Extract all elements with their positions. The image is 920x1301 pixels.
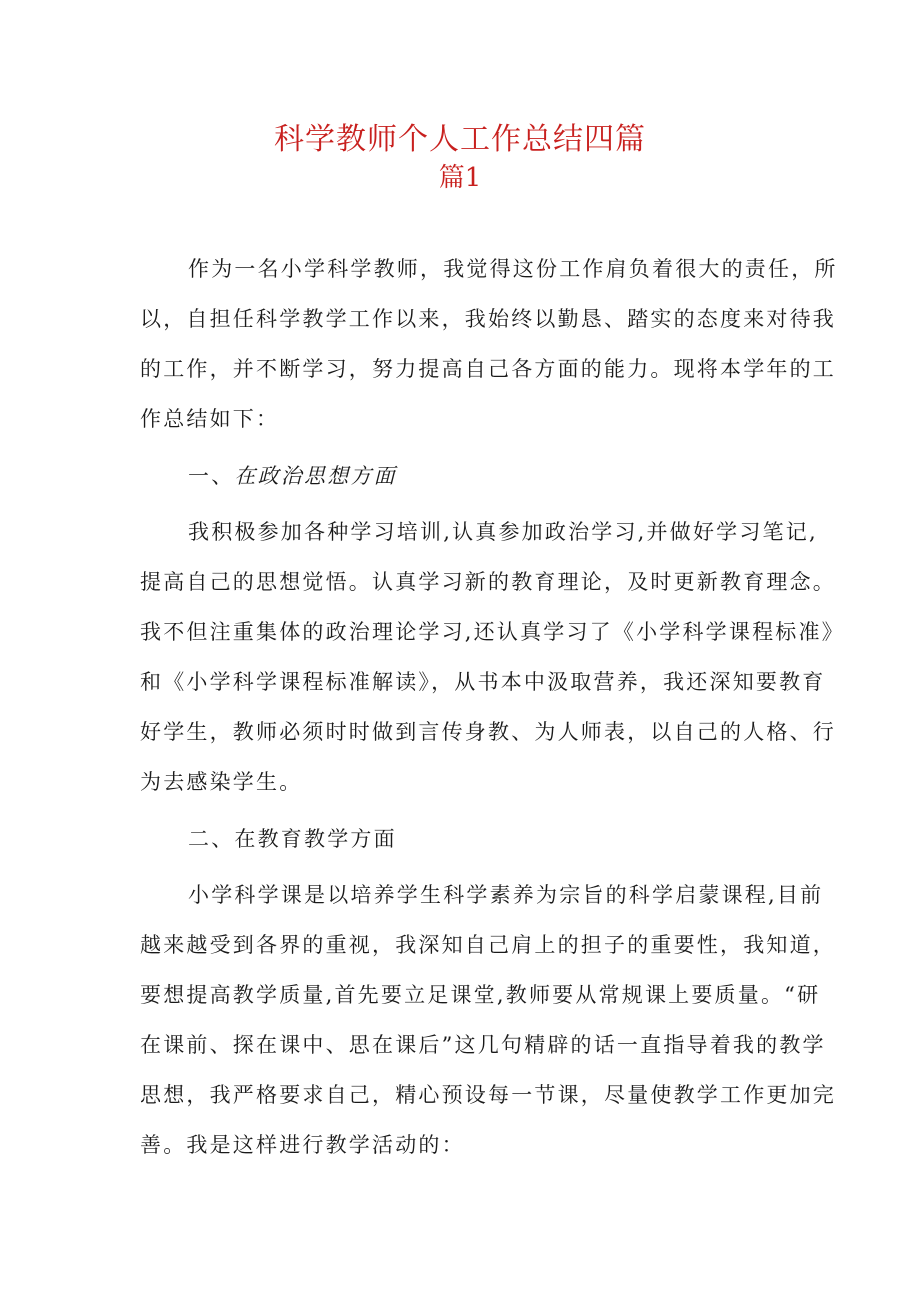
paragraph-line: 善。我是这样进行教学活动的： <box>140 1133 465 1157</box>
paragraph-line: 思想，我严格要求自己，精心预设每一节课，尽量使教学工作更加完 <box>140 1083 836 1107</box>
paragraph-line: 作为一名小学科学教师，我觉得这份工作肩负着很大的责任，所 <box>188 257 838 281</box>
paragraph-line: 小学科学课是以培养学生科学素养为宗旨的科学启蒙课程,目前 <box>188 883 824 907</box>
document-subtitle: 篇1 <box>438 163 482 193</box>
section-number: 一、 <box>188 464 235 488</box>
paragraph-line: 要想提高教学质量,首先要立足课堂,教师要从常规课上要质量。“研 <box>140 983 821 1007</box>
document-title: 科学教师个人工作总结四篇 <box>274 122 646 157</box>
section-heading: 二、在教育教学方面 <box>188 827 397 851</box>
paragraph-line: 越来越受到各界的重视，我深知自己肩上的担子的重要性，我知道， <box>140 933 836 957</box>
paragraph-line: 作总结如下： <box>140 407 280 431</box>
paragraph-line: 的工作，并不断学习，努力提高自己各方面的能力。现将本学年的工 <box>140 357 836 381</box>
paragraph-line: 我积极参加各种学习培训,认真参加政治学习,并做好学习笔记, <box>188 520 818 544</box>
section-heading <box>188 461 785 491</box>
section-heading-text: 在政治思想方面 <box>234 464 397 488</box>
paragraph-line: 在课前、探在课中、思在课后”这几句精辟的话一直指导着我的教学 <box>140 1033 826 1057</box>
paragraph-line: 和《小学科学课程标准解读》，从书本中汲取营养，我还深知要教育 <box>140 670 826 694</box>
paragraph-line: 好学生，教师必须时时做到言传身教、为人师表，以自己的人格、行 <box>140 720 836 744</box>
paragraph-line: 为去感染学生。 <box>140 770 303 794</box>
paragraph-line: 我不但注重集体的政治理论学习,还认真学习了《小学科学课程标准》 <box>140 620 845 644</box>
paragraph-line: 以，自担任科学教学工作以来，我始终以勤恳、踏实的态度来对待我 <box>140 307 836 331</box>
paragraph-line: 提高自己的思想觉悟。认真学习新的教育理论，及时更新教育理念。 <box>140 570 836 594</box>
